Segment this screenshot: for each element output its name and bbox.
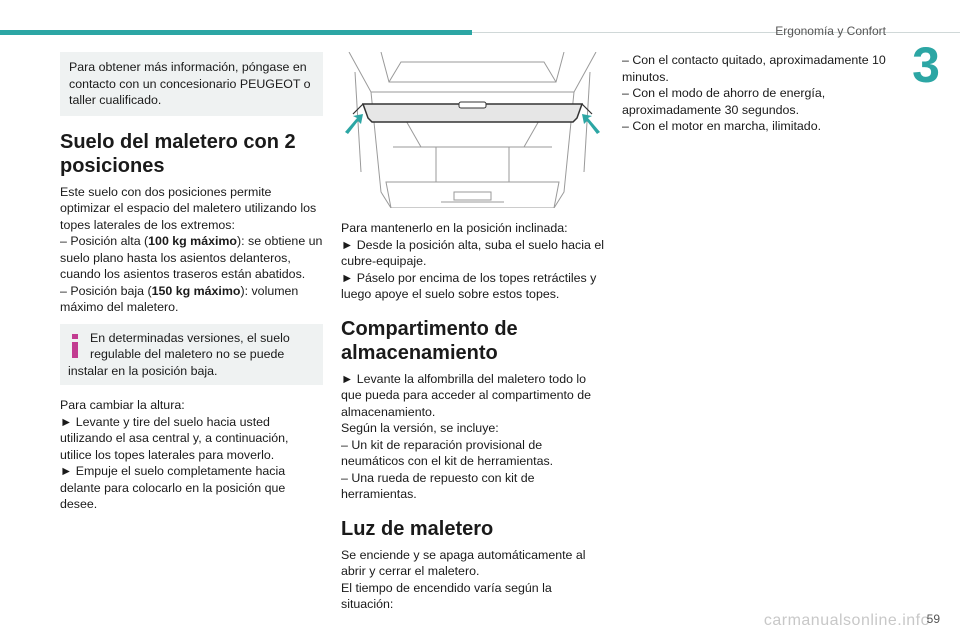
heading-storage: Compartimento de almacenamiento bbox=[341, 317, 518, 364]
light-duration-3: – Con el motor en marcha, ilimitado. bbox=[622, 119, 822, 133]
info-line-2: regulable del maletero no se puede bbox=[90, 347, 285, 361]
watermark: carmanualsonline.info bbox=[763, 612, 930, 629]
arrow-left-icon bbox=[345, 114, 363, 134]
light-duration-1: – Con el contacto quitado, aproximadamente 10 minutos. bbox=[622, 53, 886, 84]
incline-step-1: ► Desde la posición alta, suba el suelo hacia el cubre-equipaje. bbox=[341, 237, 604, 268]
section-title: Ergonomía y Confort bbox=[775, 24, 886, 38]
change-step-2: ► Empuje el suelo completamente hacia delante para colocarlo en la posición que desee. bbox=[60, 464, 286, 511]
column-right bbox=[622, 52, 892, 135]
change-height-intro: Para cambiar la altura: bbox=[60, 398, 185, 412]
light-duration-2: – Con el modo de ahorro de energía, aproximadamente 30 segundos. bbox=[622, 86, 826, 117]
position-low: – Posición baja (150 kg máximo): volumen máximo del maletero. bbox=[60, 283, 299, 314]
column-middle bbox=[341, 52, 604, 613]
page-number: 59 bbox=[926, 612, 940, 626]
storage-step: ► Levante la alfombrilla del maletero todo lo que pueda para acceder al compartimento de almacenamiento. bbox=[341, 371, 592, 419]
column-left bbox=[60, 52, 323, 513]
light-text-1: Se enciende y se apaga automáticamente al abrir y cerrar el maletero. bbox=[341, 547, 586, 578]
header-accent-bar bbox=[0, 30, 472, 35]
info-box bbox=[60, 324, 323, 386]
storage-version: Según la versión, se incluye: bbox=[341, 421, 499, 435]
chapter-number: 3 bbox=[912, 37, 940, 93]
note-box bbox=[60, 52, 323, 116]
heading-trunk-light: Luz de maletero bbox=[341, 517, 494, 540]
arrow-right-icon bbox=[582, 114, 600, 134]
change-step-1: ► Levante y tire del suelo hacia usted utilizando el asa central y, a continuación, utilice los topes laterales para moverlo. bbox=[60, 414, 289, 462]
trunk-illustration bbox=[341, 52, 604, 208]
storage-item-2: – Una rueda de repuesto con kit de herramientas. bbox=[341, 470, 535, 501]
heading-trunk-floor: Suelo del maletero con 2 posiciones bbox=[60, 130, 296, 177]
info-line-3: instalar en la posición baja. bbox=[68, 363, 218, 378]
incline-intro: Para mantenerlo en la posición inclinada: bbox=[341, 221, 568, 235]
info-line-1: En determinadas versiones, el suelo bbox=[90, 330, 290, 345]
storage-item-1: – Un kit de reparación provisional de neumáticos con el kit de herramientas. bbox=[341, 437, 554, 468]
incline-step-2: ► Páselo por encima de los topes retráctiles y luego apoye el suelo sobre estos topes. bbox=[341, 270, 597, 301]
note-text: Para obtener más información, póngase en contacto con un concesionario PEUGEOT o taller cualificado. bbox=[69, 60, 311, 107]
header-rule bbox=[472, 32, 960, 33]
position-high: – Posición alta (100 kg máximo): se obtiene un suelo plano hasta los asientos delanteros, cuando los asientos traseros están abatidos. bbox=[60, 234, 323, 281]
light-text-2: El tiempo de encendido varía según la situación: bbox=[341, 580, 552, 611]
trunk-floor-intro: Este suelo con dos posiciones permite optimizar el espacio del maletero utilizando los topes laterales de los extremos: bbox=[60, 184, 317, 232]
info-icon bbox=[68, 332, 82, 360]
